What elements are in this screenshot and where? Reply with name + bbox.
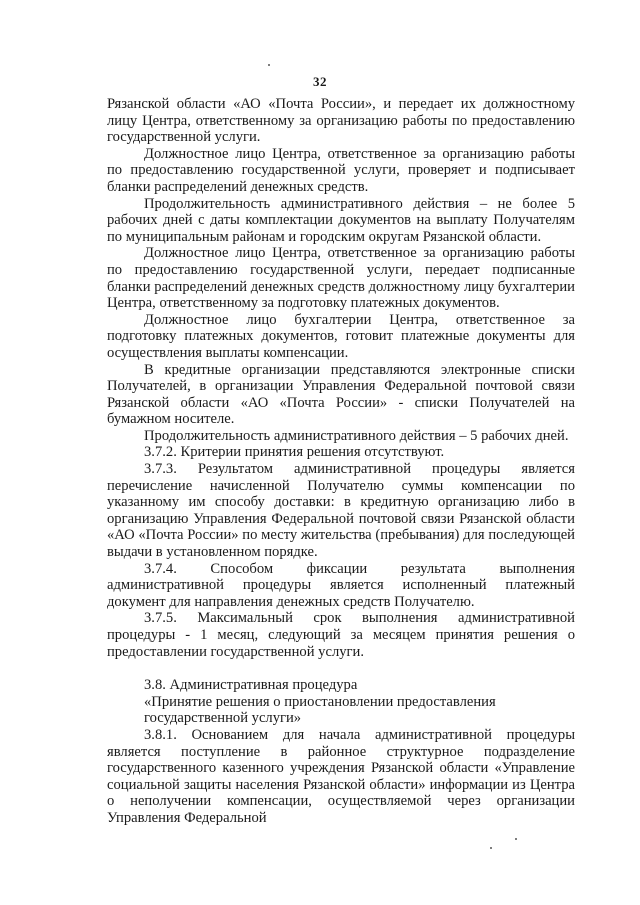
document-body xyxy=(107,96,575,827)
section-heading-line: 3.8. Административная процедура xyxy=(144,677,358,694)
page-number: 32 xyxy=(313,74,327,89)
paragraph: Продолжительность административного действия – 5 рабочих дней. xyxy=(144,427,569,444)
paragraph: Должностное лицо бухгалтерии Центра, ответственное за подготовку платежных документов, готовит платежные документы для осуществления выплаты компенсации. xyxy=(107,311,575,361)
paragraph: 3.7.3. Результатом административной процедуры является перечисление начисленной Получателю суммы компенсации по указанному им способу доставки: в кредитную организацию либо в организацию Управления Федеральной почтовой связи Рязанской области «АО «Почта России» по месту жительства (пребывания) для последующей выдачи в установленном порядке. xyxy=(107,461,575,561)
section-heading-line: «Принятие решения о приостановлении предоставления xyxy=(144,693,496,710)
section-heading xyxy=(107,677,575,727)
paragraph: Должностное лицо Центра, ответственное за организацию работы по предоставлению государственной услуги, проверяет и подписывает бланки распределений денежных средств. xyxy=(107,145,575,195)
paragraph: 3.7.2. Критерии принятия решения отсутствуют. xyxy=(144,444,445,461)
paragraph: 3.7.5. Максимальный срок выполнения административной процедуры - 1 месяц, следующий за месяцем принятия решения о предоставлении государственной услуги. xyxy=(107,610,575,660)
scan-speck xyxy=(515,838,517,840)
section-heading-line: государственной услуги» xyxy=(144,710,302,727)
paragraph: Должностное лицо Центра, ответственное за организацию работы по предоставлению государственной услуги, передает подписанные бланки распределений денежных средств должностному лицу бухгалтерии Центра, ответственному за подготовку платежных документов. xyxy=(107,245,575,312)
scan-speck xyxy=(490,847,492,849)
paragraph-continuation: Рязанской области «АО «Почта России», и передает их должностному лицу Центра, ответственному за организацию работы по предоставлению государственной услуги. xyxy=(107,96,575,146)
paragraph: В кредитные организации представляются электронные списки Получателей, в организации Управления Федеральной почтовой связи Рязанской области «АО «Почта России» - списки Получателей на бумажном носителе. xyxy=(107,361,575,428)
paragraph: 3.8.1. Основанием для начала административной процедуры является поступление в районное структурное подразделение государственного казенного учреждения Рязанской области «Управление социальной защиты населения Рязанской области» информации из Центра о неполучении компенсации, осуществляемой через организации Управления Федеральной xyxy=(107,726,575,826)
scan-speck xyxy=(268,64,270,66)
paragraph: Продолжительность административного действия – не более 5 рабочих дней с даты комплектации документов на выплату Получателям по муниципальным районам и городским округам Рязанской области. xyxy=(107,195,575,245)
paragraph: 3.7.4. Способом фиксации результата выполнения административной процедуры является исполненный платежный документ для направления денежных средств Получателю. xyxy=(107,560,575,610)
